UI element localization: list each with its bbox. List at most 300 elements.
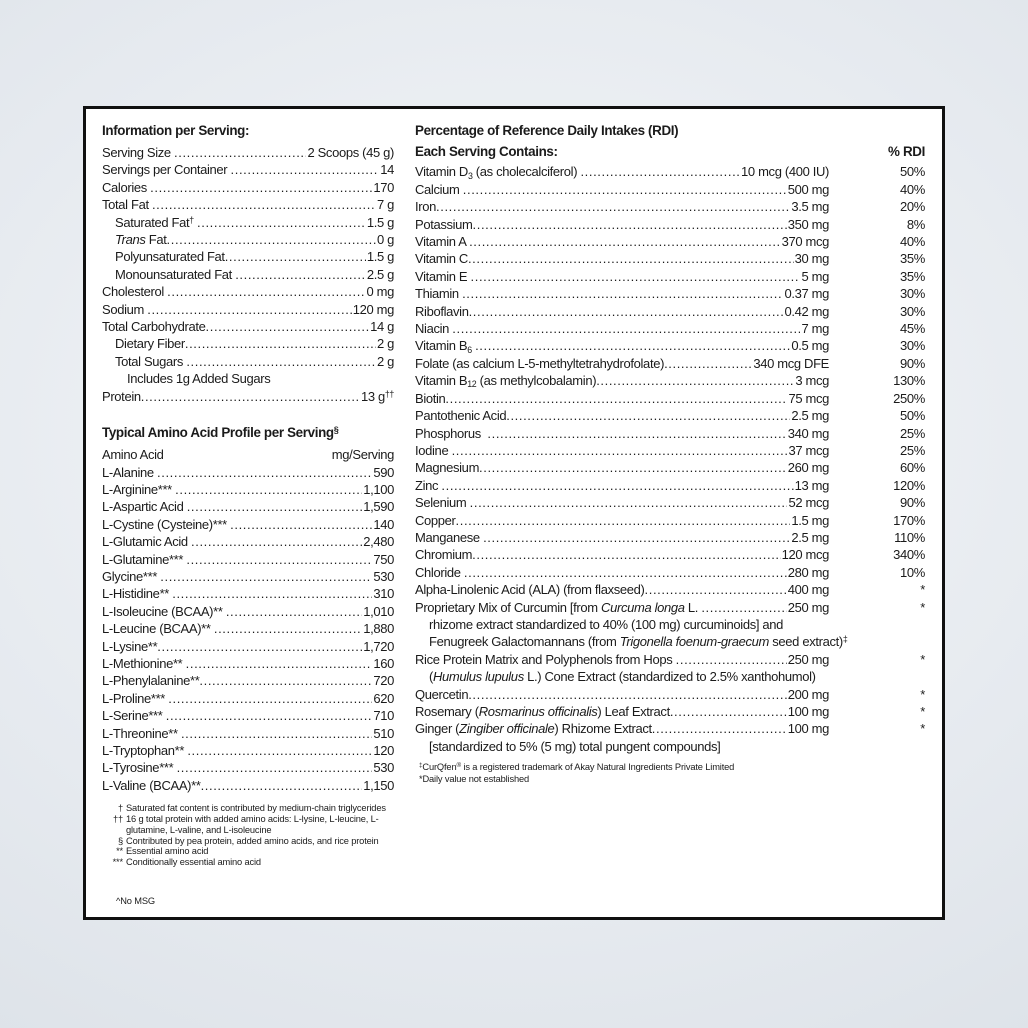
amino-row-label: L-Isoleucine (BCAA)** — [102, 603, 226, 619]
info-row-value: 13 g†† — [360, 388, 394, 404]
rdi-row-percent: * — [920, 686, 925, 702]
dot-leader — [487, 425, 786, 442]
dot-leader — [464, 564, 787, 581]
info-row — [102, 248, 394, 265]
info-row-label: Cholesterol — [102, 284, 168, 300]
rdi-row-name: Copper — [415, 512, 456, 528]
info-row-value: 14 — [380, 162, 394, 178]
amino-row — [102, 672, 394, 689]
dot-leader — [214, 620, 362, 637]
footnote-marker: †† — [112, 814, 123, 825]
rdi-row-percent: 110% — [894, 529, 925, 545]
footnote-text: Saturated fat content is contributed by medium-chain triglycerides — [126, 803, 386, 814]
info-row — [102, 335, 394, 352]
rdi-row — [415, 216, 925, 233]
dot-leader — [185, 335, 376, 352]
rdi-row — [415, 181, 925, 198]
rdi-row-percent: 10% — [900, 564, 925, 580]
rdi-row-amount: 100 mg — [787, 704, 829, 719]
rdi-row — [415, 407, 925, 424]
amino-row-label: L-Aspartic Acid — [102, 499, 187, 515]
rdi-row — [415, 442, 925, 459]
amino-row-label: L-Arginine*** — [102, 481, 176, 497]
rdi-row — [415, 250, 925, 267]
rdi-row-percent: * — [920, 599, 925, 615]
rdi-row-percent: * — [920, 651, 925, 667]
rdi-row-amount: 5 mg — [801, 268, 829, 284]
rdi-row-name: Ginger (Zingiber officinale) Rhizome Extract — [415, 721, 652, 737]
rdi-row — [415, 459, 925, 476]
info-row-label: Polyunsaturated Fat — [115, 249, 225, 265]
info-row-label: Total Fat — [102, 197, 152, 213]
rdi-row-amount: 37 mcg — [788, 442, 829, 458]
dot-leader — [181, 725, 372, 742]
dot-leader — [506, 407, 790, 424]
rdi-row-amount: 7 mg — [801, 321, 829, 337]
each-serving-contains-label: Each Serving Contains: — [415, 144, 558, 159]
supplement-label-panel — [83, 106, 945, 920]
dot-leader — [670, 703, 787, 720]
rdi-row-name: Vitamin $B_6$ — [415, 338, 472, 355]
amino-row-label: L-Glutamic Acid — [102, 534, 192, 550]
rdi-row-amount: 30 mg — [794, 251, 829, 267]
rdi-row-percent: 30% — [900, 286, 925, 302]
info-row-value: 0 g — [376, 232, 394, 248]
dot-leader — [471, 268, 801, 285]
rdi-row — [415, 668, 925, 685]
dot-leader — [473, 216, 787, 233]
rdi-row-amount: 400 mg — [787, 582, 829, 598]
amino-table-header — [102, 446, 394, 463]
rdi-row-amount: 0.5 mg — [791, 338, 829, 354]
dot-leader — [235, 266, 366, 283]
rdi-row-amount: 3 mcg — [795, 373, 829, 389]
amino-row-label: L-Methionine** — [102, 655, 186, 671]
rdi-row — [415, 163, 925, 180]
amino-row — [102, 655, 394, 672]
amino-row — [102, 585, 394, 602]
amino-row — [102, 707, 394, 724]
rdi-row-percent: 50% — [900, 164, 925, 180]
rdi-row-name: Magnesium — [415, 460, 480, 476]
footnote-item — [106, 814, 394, 836]
info-row — [102, 161, 394, 178]
dot-leader — [167, 283, 365, 300]
amino-row-value: 530 — [373, 568, 394, 584]
info-row-label: Calories — [102, 179, 151, 195]
rdi-row-name: Alpha-Linolenic Acid (ALA) (from flaxseed) — [415, 582, 645, 598]
rdi-row-amount: 52 mcg — [788, 495, 829, 511]
rdi-row-percent: 30% — [900, 338, 925, 354]
dot-leader — [483, 529, 790, 546]
info-row — [102, 353, 394, 370]
rdi-row-amount: 1.5 mg — [791, 512, 829, 528]
dot-leader — [150, 179, 372, 196]
amino-row — [102, 516, 394, 533]
amino-row-value: 1,100 — [363, 481, 394, 497]
rdi-row-percent: * — [920, 721, 925, 737]
info-row-label: Saturated Fat† — [115, 214, 194, 230]
rdi-row-percent: 25% — [900, 425, 925, 441]
dot-leader — [206, 318, 370, 335]
rdi-row-name: Vitamin E — [415, 268, 471, 284]
rdi-row-name: Riboflavin — [415, 303, 469, 319]
rdi-row-amount: 10 mcg (400 IU) — [741, 164, 829, 180]
dot-leader — [197, 214, 366, 231]
info-row — [102, 214, 394, 231]
rdi-row-name: Biotin — [415, 390, 446, 406]
amino-row-value: 530 — [373, 760, 394, 776]
rdi-row-name: Iodine — [415, 442, 452, 458]
amino-row-value: 1,590 — [363, 499, 394, 515]
info-row-label: Servings per Container — [102, 162, 231, 178]
rdi-row-name: Chromium — [415, 547, 473, 563]
dot-leader — [175, 481, 362, 498]
dot-leader — [177, 759, 373, 776]
rdi-row-percent: 30% — [900, 303, 925, 319]
amino-row — [102, 603, 394, 620]
rdi-row-percent: * — [920, 582, 925, 598]
rdi-row-percent: 45% — [900, 321, 925, 337]
info-row — [102, 283, 394, 300]
amino-row-label: L-Tryptophan** — [102, 743, 188, 758]
info-row-label: Trans Fat — [115, 232, 167, 248]
dot-leader — [463, 181, 787, 198]
rdi-row — [415, 268, 925, 285]
amino-row-label: L-Histidine** — [102, 586, 173, 602]
info-row-value: 120 mg — [352, 301, 394, 317]
rdi-row — [415, 720, 925, 737]
rdi-row-percent: 60% — [900, 460, 925, 476]
dot-leader — [152, 196, 376, 213]
footnote-marker: § — [117, 835, 123, 846]
rdi-row — [415, 599, 925, 616]
rdi-row-percent: 250% — [893, 390, 925, 406]
dot-leader — [452, 442, 788, 459]
info-row-label: Total Carbohydrate — [102, 319, 206, 335]
left-column — [86, 109, 394, 917]
dot-leader — [186, 353, 376, 370]
rdi-row-amount: 13 mg — [794, 477, 829, 493]
rdi-row-name: Zinc — [415, 477, 442, 493]
amino-row-label: L-Phenylalanine** — [102, 673, 200, 689]
rdi-row-amount: 0.42 mg — [784, 303, 829, 319]
rdi-row-amount: 200 mg — [787, 686, 829, 702]
rdi-row-percent: 50% — [900, 408, 925, 424]
rdi-row-name: Chloride — [415, 564, 464, 580]
amino-row — [102, 620, 394, 637]
amino-row-value: 510 — [373, 725, 394, 741]
info-row-value: 2 g — [376, 353, 394, 369]
rdi-row-percent: 170% — [893, 512, 925, 528]
rdi-row-name: Pantothenic Acid — [415, 408, 507, 424]
rdi-row-percent: 8% — [906, 216, 925, 232]
info-row-label: Sodium — [102, 301, 148, 317]
amino-row-label: L-Threonine** — [102, 725, 181, 741]
footnote-item — [106, 846, 394, 857]
dot-leader — [645, 581, 787, 598]
rdi-row-name: Quercetin — [415, 686, 469, 702]
info-row-value: 1.5 g — [366, 214, 394, 230]
rdi-row — [415, 285, 925, 302]
amino-row — [102, 533, 394, 550]
rdi-row — [415, 686, 925, 703]
amino-row — [102, 742, 394, 759]
rdi-row-amount: 120 mcg — [781, 547, 829, 563]
dot-leader — [174, 144, 306, 161]
info-row — [102, 370, 394, 387]
rdi-subheader — [415, 143, 925, 160]
info-row — [102, 231, 394, 248]
info-row-label: Protein — [102, 388, 141, 404]
rdi-row-amount: 340 mcg DFE — [753, 355, 829, 371]
dot-leader — [226, 603, 362, 620]
footnote-item — [106, 857, 394, 868]
rdi-row-percent: 340% — [893, 547, 925, 563]
amino-col-unit: mg/Serving — [331, 447, 394, 463]
rdi-row — [415, 390, 925, 407]
rdi-footnote: ‡CurQfen® is a registered trademark of Akay Natural Ingredients Private Limited — [419, 762, 735, 773]
rdi-row-percent: * — [920, 704, 925, 719]
rdi-row — [415, 633, 925, 650]
rdi-column-header: % RDI — [888, 144, 925, 159]
info-row — [102, 196, 394, 213]
dot-leader — [475, 337, 790, 354]
info-row — [102, 179, 394, 196]
rdi-row — [415, 529, 925, 546]
dot-leader — [141, 388, 360, 405]
amino-row-value: 720 — [373, 673, 394, 689]
amino-row-label: L-Lysine** — [102, 638, 158, 654]
footnote-item — [106, 836, 394, 847]
dot-leader — [701, 599, 786, 616]
info-row — [102, 388, 394, 405]
rdi-row-percent: 35% — [900, 268, 925, 284]
rdi-row-name: Potassium — [415, 216, 473, 232]
info-row-value: 14 g — [370, 319, 394, 335]
rdi-row-amount: 350 mg — [787, 216, 829, 232]
amino-row-value: 140 — [373, 516, 394, 532]
amino-row-value: 1,150 — [363, 777, 394, 793]
dot-leader — [187, 498, 362, 515]
amino-row-label: L-Tyrosine*** — [102, 760, 177, 776]
rdi-row-amount: 260 mg — [787, 460, 829, 476]
info-row-value: 2 g — [376, 336, 394, 352]
info-row-label: Serving Size — [102, 145, 175, 160]
rdi-row-name: Manganese — [415, 529, 484, 545]
amino-row-label: L-Valine (BCAA)** — [102, 777, 201, 793]
dot-leader — [470, 494, 788, 511]
dot-leader — [580, 163, 740, 180]
rdi-rows — [415, 163, 925, 755]
amino-row-value: 590 — [373, 464, 394, 480]
dot-leader — [462, 285, 783, 302]
dot-leader — [172, 585, 372, 602]
amino-row — [102, 551, 394, 568]
info-row-value: 2.5 g — [366, 266, 394, 282]
amino-row-value: 750 — [373, 551, 394, 567]
amino-row — [102, 498, 394, 515]
dot-leader — [167, 231, 376, 248]
info-row-label: Dietary Fiber — [115, 336, 185, 352]
footnote-text: Essential amino acid — [126, 846, 209, 857]
footnote-item — [106, 803, 394, 814]
rdi-title: Percentage of Reference Daily Intakes (RDI) — [415, 123, 679, 138]
rdi-row-name: Iron — [415, 199, 437, 215]
rdi-row-percent: 25% — [900, 442, 925, 458]
rdi-row-name: Thiamin — [415, 286, 463, 302]
rdi-row-name: Folate (as calcium L-5-methyltetrahydrofolate) — [415, 355, 665, 371]
dot-leader — [187, 742, 372, 759]
dot-leader — [186, 551, 372, 568]
footnote-text: 16 g total protein with added amino acids: L-lysine, L-leucine, L-glutamine, L-valine, and L-isoleucine — [126, 814, 379, 835]
rdi-row-name: Rice Protein Matrix and Polyphenols from Hops — [415, 651, 676, 667]
rdi-row-amount: 2.5 mg — [791, 408, 829, 424]
rdi-row-name: Proprietary Mix of Curcumin [from Curcuma longa L. — [415, 599, 702, 615]
rdi-row — [415, 546, 925, 563]
dot-leader — [157, 638, 362, 655]
rdi-row-amount: 500 mg — [787, 181, 829, 197]
amino-row — [102, 568, 394, 585]
rdi-row-amount: 250 mg — [787, 651, 829, 667]
rdi-row-amount: 250 mg — [787, 599, 829, 615]
info-row-value: 170 — [373, 179, 394, 195]
footnote-marker: *** — [112, 857, 123, 868]
amino-row-label: L-Proline*** — [102, 690, 169, 706]
no-msg-note: ^No MSG — [116, 896, 155, 906]
rdi-row-amount: 100 mg — [787, 721, 829, 737]
rdi-row-amount: 2.5 mg — [791, 529, 829, 545]
amino-row-label: Glycine*** — [102, 568, 161, 584]
rdi-row-amount: 340 mg — [787, 425, 829, 441]
amino-row — [102, 464, 394, 481]
rdi-row-percent: 40% — [900, 181, 925, 197]
rdi-row-percent: 90% — [900, 355, 925, 371]
rdi-row — [415, 477, 925, 494]
amino-row — [102, 481, 394, 498]
rdi-row-name: (Humulus lupulus L.) Cone Extract (standardized to 2.5% xanthohumol) — [429, 669, 816, 685]
rdi-row — [415, 512, 925, 529]
dot-leader — [676, 651, 787, 668]
amino-row-value: 2,480 — [363, 534, 394, 550]
info-row-value: 2 Scoops (45 g) — [307, 145, 394, 160]
rdi-row — [415, 320, 925, 337]
rdi-row — [415, 233, 925, 250]
info-row-label: Total Sugars — [115, 353, 187, 369]
rdi-row-name: Vitamin C — [415, 251, 468, 267]
amino-row-value: 1,010 — [363, 603, 394, 619]
dot-leader — [199, 672, 372, 689]
dot-leader — [157, 464, 372, 481]
dot-leader — [456, 512, 791, 529]
dot-leader — [160, 568, 372, 585]
rdi-row-amount: 370 mcg — [781, 234, 829, 250]
amino-row — [102, 777, 394, 794]
dot-leader — [191, 533, 362, 550]
dot-leader — [452, 320, 800, 337]
rdi-row — [415, 581, 925, 598]
amino-row-value: 310 — [373, 586, 394, 602]
amino-profile-title: Typical Amino Acid Profile per Serving§ — [102, 425, 339, 441]
amino-row-value: 620 — [373, 690, 394, 706]
amino-row — [102, 759, 394, 776]
amino-row — [102, 725, 394, 742]
dot-leader — [230, 516, 372, 533]
rdi-row-name: Vitamin $D_3$ (as cholecalciferol) — [415, 164, 581, 181]
rdi-row-name: Vitamin A — [415, 234, 470, 250]
rdi-row — [415, 303, 925, 320]
dot-leader — [596, 372, 794, 389]
amino-row-value: 710 — [373, 708, 394, 724]
amino-row-value: 1,720 — [363, 638, 394, 654]
dot-leader — [445, 390, 787, 407]
rdi-footnote: *Daily value not established — [419, 773, 530, 784]
rdi-row — [415, 564, 925, 581]
rdi-row-name: Calcium — [415, 181, 463, 197]
amino-row-label: L-Alanine — [102, 464, 158, 480]
rdi-row — [415, 372, 925, 389]
info-rows — [102, 144, 394, 405]
dot-leader — [225, 248, 366, 265]
rdi-row-percent: 35% — [900, 251, 925, 267]
dot-leader — [479, 459, 787, 476]
amino-rows — [102, 464, 394, 795]
rdi-row — [415, 198, 925, 215]
dot-leader — [468, 686, 787, 703]
right-column — [394, 109, 942, 917]
info-row — [102, 266, 394, 283]
amino-col-name: Amino Acid — [102, 447, 164, 463]
rdi-row-amount: 3.5 mg — [791, 199, 829, 215]
rdi-row-percent: 90% — [900, 495, 925, 511]
info-row-label: Monounsaturated Fat — [115, 266, 236, 282]
amino-row — [102, 690, 394, 707]
rdi-row-name: Niacin — [415, 321, 453, 337]
info-row — [102, 301, 394, 318]
dot-leader — [147, 301, 351, 318]
footnote-marker: ** — [116, 846, 123, 857]
dot-leader — [469, 303, 784, 320]
rdi-row-name: Phosphorus — [415, 425, 488, 441]
dot-leader — [436, 198, 790, 215]
info-row — [102, 318, 394, 335]
rdi-row — [415, 703, 925, 720]
dot-leader — [664, 355, 752, 372]
rdi-row-amount: 75 mcg — [788, 390, 829, 406]
rdi-row-name: rhizome extract standardized to 40% (100 mg) curcuminoids] and — [429, 616, 784, 632]
dot-leader — [441, 477, 793, 494]
amino-row-label: L-Glutamine*** — [102, 551, 187, 567]
amino-row-label: L-Serine*** — [102, 708, 166, 724]
info-row-value: 7 g — [376, 197, 394, 213]
footnote-text: Contributed by pea protein, added amino acids, and rice protein — [126, 835, 379, 846]
info-row-label: Includes 1g Added Sugars — [127, 371, 271, 387]
rdi-row-percent: 120% — [893, 477, 925, 493]
dot-leader — [472, 546, 780, 563]
amino-row-value: 120 — [373, 743, 394, 758]
rdi-row — [415, 738, 925, 755]
amino-row-value: 160 — [373, 655, 394, 671]
rdi-row — [415, 494, 925, 511]
dot-leader — [231, 161, 380, 178]
footnote-text: Conditionally essential amino acid — [126, 857, 261, 868]
rdi-row-name: Vitamin $B_{12}$ (as methylcobalamin) — [415, 373, 597, 390]
rdi-row — [415, 616, 925, 633]
rdi-row — [415, 651, 925, 668]
amino-row — [102, 638, 394, 655]
rdi-row-name: [standardized to 5% (5 mg) total pungent compounds] — [429, 738, 721, 754]
rdi-row — [415, 355, 925, 372]
